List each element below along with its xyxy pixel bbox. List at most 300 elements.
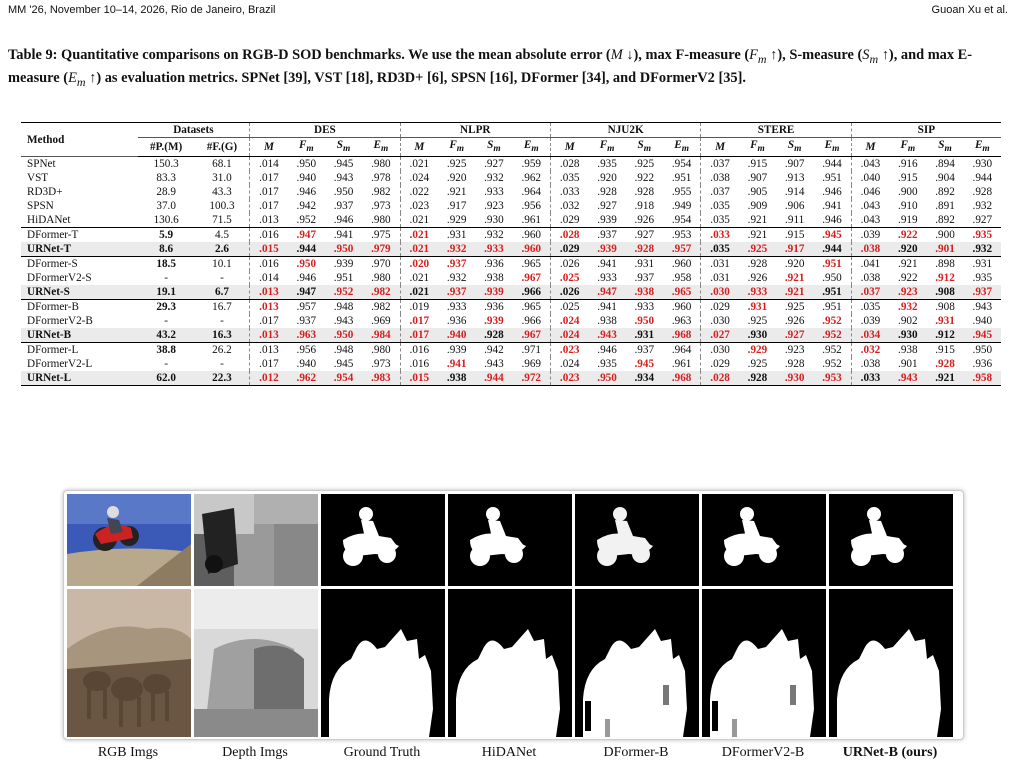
author-info: Guoan Xu et al. bbox=[931, 4, 1008, 16]
metric-value: .939 bbox=[484, 286, 504, 299]
sample-image-camels bbox=[194, 589, 318, 737]
metric-value: .944 bbox=[813, 157, 851, 172]
metric-value: .915 bbox=[776, 228, 813, 243]
metric-value: .979 bbox=[371, 243, 391, 256]
flops-value: - bbox=[220, 315, 224, 328]
metric-header: $S_m$ bbox=[787, 139, 802, 155]
metric-value: .923 bbox=[898, 286, 918, 299]
metric-header: M bbox=[250, 138, 288, 157]
metric-value: .968 bbox=[663, 371, 701, 386]
metric-value: .960 bbox=[521, 243, 542, 256]
metric-value: .936 bbox=[475, 300, 512, 315]
flops-value: 2.6 bbox=[214, 243, 229, 256]
params-value: 19.1 bbox=[156, 286, 176, 299]
params-header: #P.(M) bbox=[150, 141, 183, 154]
table-row bbox=[21, 199, 1001, 213]
metric-value: .973 bbox=[371, 358, 391, 371]
metric-value: .952 bbox=[333, 286, 354, 299]
metric-value: .966 bbox=[521, 286, 542, 299]
qualitative-figure bbox=[63, 490, 964, 740]
metric-value: .921 bbox=[889, 257, 926, 272]
metric-value: .963 bbox=[296, 329, 317, 342]
metric-value: .028 bbox=[701, 371, 739, 386]
metric-value: .014 bbox=[250, 157, 288, 172]
metric-value: .937 bbox=[972, 286, 993, 299]
table-row bbox=[21, 171, 1001, 185]
metric-value: .950 bbox=[964, 343, 1001, 358]
metric-value: .951 bbox=[813, 257, 851, 272]
params-value: 37.0 bbox=[156, 200, 176, 213]
metric-value: .923 bbox=[776, 343, 813, 358]
table-row bbox=[21, 357, 1001, 371]
sample-image-motorbike bbox=[321, 494, 445, 586]
metric-value: .035 bbox=[851, 300, 889, 315]
flops-value: 43.3 bbox=[212, 186, 232, 199]
metric-value: .919 bbox=[898, 214, 918, 227]
metric-value: .021 bbox=[400, 271, 438, 285]
metric-value: .021 bbox=[400, 242, 438, 257]
method-name: VST bbox=[27, 172, 49, 185]
metric-value: .927 bbox=[626, 228, 663, 243]
metric-value: .950 bbox=[288, 257, 325, 272]
metric-value: .967 bbox=[521, 272, 542, 285]
metric-value: .038 bbox=[851, 357, 889, 371]
metric-value: .938 bbox=[889, 343, 926, 358]
metric-value: .936 bbox=[446, 315, 467, 328]
metric-value: .020 bbox=[400, 257, 438, 272]
metric-value: .891 bbox=[935, 200, 955, 213]
metric-value: .017 bbox=[250, 199, 288, 213]
metric-value: .942 bbox=[296, 200, 317, 213]
metric-value: .029 bbox=[550, 213, 588, 228]
metric-value: .030 bbox=[701, 343, 739, 358]
metric-value: .948 bbox=[325, 343, 362, 358]
metric-value: .911 bbox=[785, 214, 805, 227]
metric-value: .928 bbox=[739, 371, 776, 386]
metric-value: .945 bbox=[333, 358, 354, 371]
metric-value: .933 bbox=[438, 300, 475, 315]
metric-value: .931 bbox=[739, 300, 776, 315]
metric-value: .017 bbox=[400, 328, 438, 343]
metric-value: .932 bbox=[972, 200, 993, 213]
metric-value: .913 bbox=[784, 172, 805, 185]
flops-value: 100.3 bbox=[209, 200, 235, 213]
metric-value: .043 bbox=[851, 157, 889, 172]
metric-value: .952 bbox=[822, 329, 842, 342]
metric-value: .038 bbox=[701, 171, 739, 185]
metric-value: .936 bbox=[475, 257, 512, 272]
metric-value: .980 bbox=[362, 343, 400, 358]
metric-value: .023 bbox=[550, 343, 588, 358]
metric-value: .946 bbox=[333, 214, 354, 227]
method-name: URNet-T bbox=[27, 243, 72, 256]
metric-value: .900 bbox=[898, 186, 918, 199]
metric-value: .021 bbox=[400, 285, 438, 300]
metric-value: .973 bbox=[371, 200, 391, 213]
flops-value: 16.7 bbox=[195, 300, 250, 315]
metric-value: .920 bbox=[898, 243, 918, 256]
metric-value: .035 bbox=[550, 171, 588, 185]
metric-value: .942 bbox=[475, 343, 512, 358]
metric-value: .039 bbox=[851, 228, 889, 243]
metric-value: .013 bbox=[250, 285, 288, 300]
metric-value: .951 bbox=[671, 172, 692, 185]
metric-value: .907 bbox=[776, 157, 813, 172]
figure-column-label: Ground Truth bbox=[343, 745, 421, 760]
metric-value: .917 bbox=[446, 200, 467, 213]
metric-value: .935 bbox=[964, 228, 1001, 243]
figure-column-label: Depth Imgs bbox=[222, 745, 288, 760]
metric-value: .930 bbox=[747, 329, 768, 342]
metric-value: .956 bbox=[288, 343, 325, 358]
metric-value: .927 bbox=[597, 200, 617, 213]
metric-value: .932 bbox=[972, 243, 993, 256]
metric-value: .908 bbox=[926, 300, 963, 315]
metric-value: .918 bbox=[634, 200, 655, 213]
metric-value: .965 bbox=[671, 286, 692, 299]
metric-value: .901 bbox=[898, 358, 918, 371]
flops-value: 6.7 bbox=[214, 286, 229, 299]
metric-value: .943 bbox=[333, 315, 354, 328]
metric-value: .032 bbox=[550, 199, 588, 213]
metric-header: $F_m$ bbox=[900, 139, 916, 155]
params-value: 38.8 bbox=[138, 343, 195, 358]
metric-value: .936 bbox=[972, 358, 993, 371]
benchmark-header: NJU2K bbox=[550, 123, 700, 138]
metric-value: .953 bbox=[813, 371, 851, 386]
table-row bbox=[21, 371, 1001, 386]
metric-value: .028 bbox=[550, 157, 588, 172]
metric-value: .960 bbox=[512, 228, 550, 243]
params-value: 43.2 bbox=[156, 329, 176, 342]
metric-value: .017 bbox=[250, 314, 288, 328]
conference-info: MM '26, November 10–14, 2026, Rio de Janeiro, Brazil bbox=[8, 4, 276, 16]
metric-value: .947 bbox=[288, 228, 325, 243]
metric-value: .905 bbox=[747, 186, 768, 199]
metric-value: .937 bbox=[634, 272, 655, 285]
metric-value: .944 bbox=[296, 243, 317, 256]
metric-value: .025 bbox=[550, 300, 588, 315]
table-row bbox=[21, 157, 1001, 172]
metric-value: .980 bbox=[371, 272, 391, 285]
metric-value: .019 bbox=[400, 300, 438, 315]
metric-value: .026 bbox=[550, 257, 588, 272]
metric-value: .934 bbox=[626, 371, 663, 386]
method-name: URNet-B bbox=[27, 329, 72, 342]
method-name: DFormer-S bbox=[21, 257, 138, 272]
metric-value: .951 bbox=[822, 172, 842, 185]
metric-value: .021 bbox=[400, 213, 438, 228]
metric-value: .922 bbox=[634, 172, 655, 185]
metric-value: .921 bbox=[926, 371, 963, 386]
metric-value: .933 bbox=[597, 272, 617, 285]
metric-value: .952 bbox=[296, 214, 317, 227]
metric-value: .021 bbox=[400, 228, 438, 243]
params-value: 62.0 bbox=[138, 371, 195, 386]
metric-header: $F_m$ bbox=[449, 139, 465, 155]
datasets-header: Datasets bbox=[138, 123, 250, 138]
metric-value: .013 bbox=[250, 300, 288, 315]
metric-value: .926 bbox=[634, 214, 655, 227]
metric-value: .941 bbox=[822, 200, 842, 213]
metric-value: .943 bbox=[964, 300, 1001, 315]
metric-value: .015 bbox=[400, 371, 438, 386]
sample-image-motorbike bbox=[194, 494, 318, 586]
metric-value: .943 bbox=[597, 329, 617, 342]
table-row bbox=[21, 343, 1001, 358]
metric-value: .956 bbox=[521, 200, 542, 213]
metric-value: .030 bbox=[701, 314, 739, 328]
metric-value: .927 bbox=[475, 157, 512, 172]
metric-value: .957 bbox=[288, 300, 325, 315]
metric-value: .975 bbox=[362, 228, 400, 243]
metric-value: .039 bbox=[851, 314, 889, 328]
metric-value: .031 bbox=[701, 257, 739, 272]
metric-value: .023 bbox=[550, 371, 588, 386]
metric-value: .949 bbox=[671, 200, 692, 213]
metric-value: .017 bbox=[250, 171, 288, 185]
metric-value: .940 bbox=[296, 358, 317, 371]
params-value: 83.3 bbox=[156, 172, 176, 185]
metric-value: .038 bbox=[851, 271, 889, 285]
metric-value: .927 bbox=[972, 214, 993, 227]
metric-value: .930 bbox=[964, 157, 1001, 172]
table-row bbox=[21, 213, 1001, 228]
table-row bbox=[21, 300, 1001, 315]
metric-value: .013 bbox=[250, 328, 288, 343]
method-header: Method bbox=[21, 123, 138, 157]
metric-value: .926 bbox=[784, 315, 805, 328]
metric-value: .916 bbox=[889, 157, 926, 172]
metric-value: .021 bbox=[400, 157, 438, 172]
metric-header: $F_m$ bbox=[599, 139, 615, 155]
metric-value: .945 bbox=[972, 329, 993, 342]
metric-value: .962 bbox=[521, 172, 542, 185]
method-name: DFormerV2-S bbox=[27, 272, 92, 285]
metric-value: .931 bbox=[935, 315, 955, 328]
metric-value: .952 bbox=[822, 315, 842, 328]
metric-value: .930 bbox=[484, 214, 504, 227]
metric-value: .024 bbox=[550, 328, 588, 343]
metric-value: .964 bbox=[521, 186, 542, 199]
figure-column-label: DFormerV2-B bbox=[721, 745, 805, 760]
metric-value: .972 bbox=[512, 371, 550, 386]
flops-value: 22.3 bbox=[195, 371, 250, 386]
metric-value: .941 bbox=[588, 257, 625, 272]
metric-value: .933 bbox=[747, 286, 768, 299]
metric-value: .909 bbox=[747, 200, 768, 213]
metric-value: .029 bbox=[701, 300, 739, 315]
metric-header: M bbox=[851, 138, 889, 157]
flops-value: - bbox=[220, 272, 224, 285]
flops-value: 31.0 bbox=[212, 172, 232, 185]
metric-header: $E_m$ bbox=[373, 139, 389, 155]
metric-header: M bbox=[400, 138, 438, 157]
metric-value: .908 bbox=[935, 286, 955, 299]
metric-value: .933 bbox=[484, 186, 504, 199]
metric-value: .950 bbox=[333, 243, 354, 256]
metric-value: .026 bbox=[550, 285, 588, 300]
metric-value: .950 bbox=[333, 186, 354, 199]
flops-header: #F.(G) bbox=[206, 141, 238, 154]
metric-value: .969 bbox=[371, 315, 391, 328]
metric-value: .015 bbox=[250, 242, 288, 257]
sample-image-motorbike bbox=[575, 494, 699, 586]
figure-column-label: DFormer-B bbox=[603, 745, 669, 760]
metric-value: .941 bbox=[325, 228, 362, 243]
metric-value: .033 bbox=[851, 371, 889, 386]
metric-value: .939 bbox=[438, 343, 475, 358]
metric-value: .932 bbox=[475, 228, 512, 243]
sample-image-motorbike bbox=[67, 494, 191, 586]
metric-value: .947 bbox=[597, 286, 617, 299]
metric-value: .955 bbox=[671, 186, 692, 199]
sample-image-motorbike bbox=[702, 494, 826, 586]
method-name: DFormerV2-B bbox=[27, 315, 93, 328]
metric-value: .038 bbox=[851, 242, 889, 257]
metric-value: .033 bbox=[701, 228, 739, 243]
figure-column-label: HiDANet bbox=[481, 745, 537, 760]
metric-value: .950 bbox=[333, 329, 354, 342]
metric-value: .928 bbox=[634, 243, 655, 256]
results-table bbox=[21, 122, 1001, 386]
metric-value: .923 bbox=[484, 200, 504, 213]
metric-value: .043 bbox=[851, 199, 889, 213]
method-name: SPSN bbox=[27, 200, 54, 213]
method-name: HiDANet bbox=[27, 214, 71, 227]
metric-value: .915 bbox=[739, 157, 776, 172]
metric-value: .017 bbox=[250, 357, 288, 371]
metric-value: .921 bbox=[747, 214, 768, 227]
metric-value: .938 bbox=[484, 272, 504, 285]
metric-value: .016 bbox=[250, 257, 288, 272]
params-value: 150.3 bbox=[138, 157, 195, 172]
metric-value: .016 bbox=[400, 343, 438, 358]
metric-value: .970 bbox=[362, 257, 400, 272]
metric-value: .953 bbox=[663, 228, 701, 243]
metric-value: .947 bbox=[296, 286, 317, 299]
benchmark-header: SIP bbox=[851, 123, 1001, 138]
metric-value: .950 bbox=[588, 371, 625, 386]
metric-value: .950 bbox=[634, 315, 655, 328]
table-row bbox=[21, 285, 1001, 300]
table-row bbox=[21, 242, 1001, 257]
metric-value: .928 bbox=[935, 358, 955, 371]
metric-value: .906 bbox=[784, 200, 805, 213]
metric-value: .902 bbox=[898, 315, 918, 328]
metric-value: .928 bbox=[784, 358, 805, 371]
metric-value: .939 bbox=[597, 214, 617, 227]
metric-value: .925 bbox=[747, 315, 768, 328]
metric-value: .965 bbox=[512, 257, 550, 272]
metric-value: .931 bbox=[634, 329, 655, 342]
metric-value: .959 bbox=[512, 157, 550, 172]
metric-value: .930 bbox=[776, 371, 813, 386]
figure-column-label: RGB Imgs bbox=[97, 745, 159, 760]
metric-value: .925 bbox=[776, 300, 813, 315]
metric-header: $F_m$ bbox=[750, 139, 765, 155]
metric-value: .904 bbox=[935, 172, 955, 185]
metric-value: .040 bbox=[851, 171, 889, 185]
metric-value: .928 bbox=[484, 329, 504, 342]
metric-value: .928 bbox=[739, 257, 776, 272]
metric-value: .931 bbox=[438, 228, 475, 243]
metric-header: $E_m$ bbox=[974, 139, 990, 155]
sample-image-camels bbox=[575, 589, 699, 737]
sample-image-motorbike bbox=[829, 494, 953, 586]
metric-value: .935 bbox=[597, 358, 617, 371]
method-name: DFormerV2-L bbox=[27, 358, 93, 371]
metric-value: .935 bbox=[588, 157, 625, 172]
metric-value: .943 bbox=[889, 371, 926, 386]
metric-value: .037 bbox=[701, 157, 739, 172]
table-row bbox=[21, 271, 1001, 285]
metric-value: .940 bbox=[296, 172, 317, 185]
metric-value: .929 bbox=[446, 214, 467, 227]
metric-value: .925 bbox=[747, 358, 768, 371]
metric-value: .945 bbox=[634, 358, 655, 371]
metric-value: .912 bbox=[935, 272, 955, 285]
params-value: 8.6 bbox=[159, 243, 174, 256]
metric-value: .013 bbox=[250, 343, 288, 358]
metric-value: .035 bbox=[701, 199, 739, 213]
metric-value: .957 bbox=[671, 243, 692, 256]
metric-value: .968 bbox=[671, 329, 692, 342]
metric-value: .954 bbox=[325, 371, 362, 386]
sample-image-motorbike bbox=[448, 494, 572, 586]
metric-value: .932 bbox=[446, 272, 467, 285]
metric-value: .967 bbox=[521, 329, 542, 342]
method-name: URNet-S bbox=[27, 286, 70, 299]
running-header bbox=[8, 4, 1016, 20]
metric-value: .982 bbox=[371, 286, 391, 299]
metric-value: .983 bbox=[362, 371, 400, 386]
metric-value: .950 bbox=[822, 272, 842, 285]
metric-value: .966 bbox=[521, 315, 542, 328]
flops-value: - bbox=[220, 358, 224, 371]
sample-image-camels bbox=[67, 589, 191, 737]
metric-value: .939 bbox=[325, 257, 362, 272]
metric-value: .025 bbox=[550, 271, 588, 285]
metric-value: .016 bbox=[250, 228, 288, 243]
metric-value: .980 bbox=[371, 214, 391, 227]
metric-value: .892 bbox=[935, 214, 955, 227]
metric-value: .938 bbox=[597, 315, 617, 328]
metric-value: .932 bbox=[889, 300, 926, 315]
params-value: 5.9 bbox=[138, 228, 195, 243]
metric-value: .912 bbox=[935, 329, 955, 342]
metric-value: .928 bbox=[634, 186, 655, 199]
metric-value: .031 bbox=[701, 271, 739, 285]
metric-header: $F_m$ bbox=[298, 139, 314, 155]
metric-value: .041 bbox=[851, 257, 889, 272]
metric-value: .892 bbox=[935, 186, 955, 199]
metric-value: .929 bbox=[739, 343, 776, 358]
table-row bbox=[21, 185, 1001, 199]
metric-value: .961 bbox=[671, 358, 692, 371]
metric-value: .043 bbox=[851, 213, 889, 228]
metric-value: .971 bbox=[512, 343, 550, 358]
metric-value: .964 bbox=[663, 343, 701, 358]
metric-value: .024 bbox=[550, 357, 588, 371]
metric-value: .029 bbox=[550, 242, 588, 257]
metric-value: .946 bbox=[822, 214, 842, 227]
metric-value: .915 bbox=[898, 172, 918, 185]
metric-value: .925 bbox=[747, 243, 768, 256]
params-value: - bbox=[164, 358, 169, 371]
metric-value: .927 bbox=[784, 329, 805, 342]
metric-value: .951 bbox=[822, 286, 842, 299]
